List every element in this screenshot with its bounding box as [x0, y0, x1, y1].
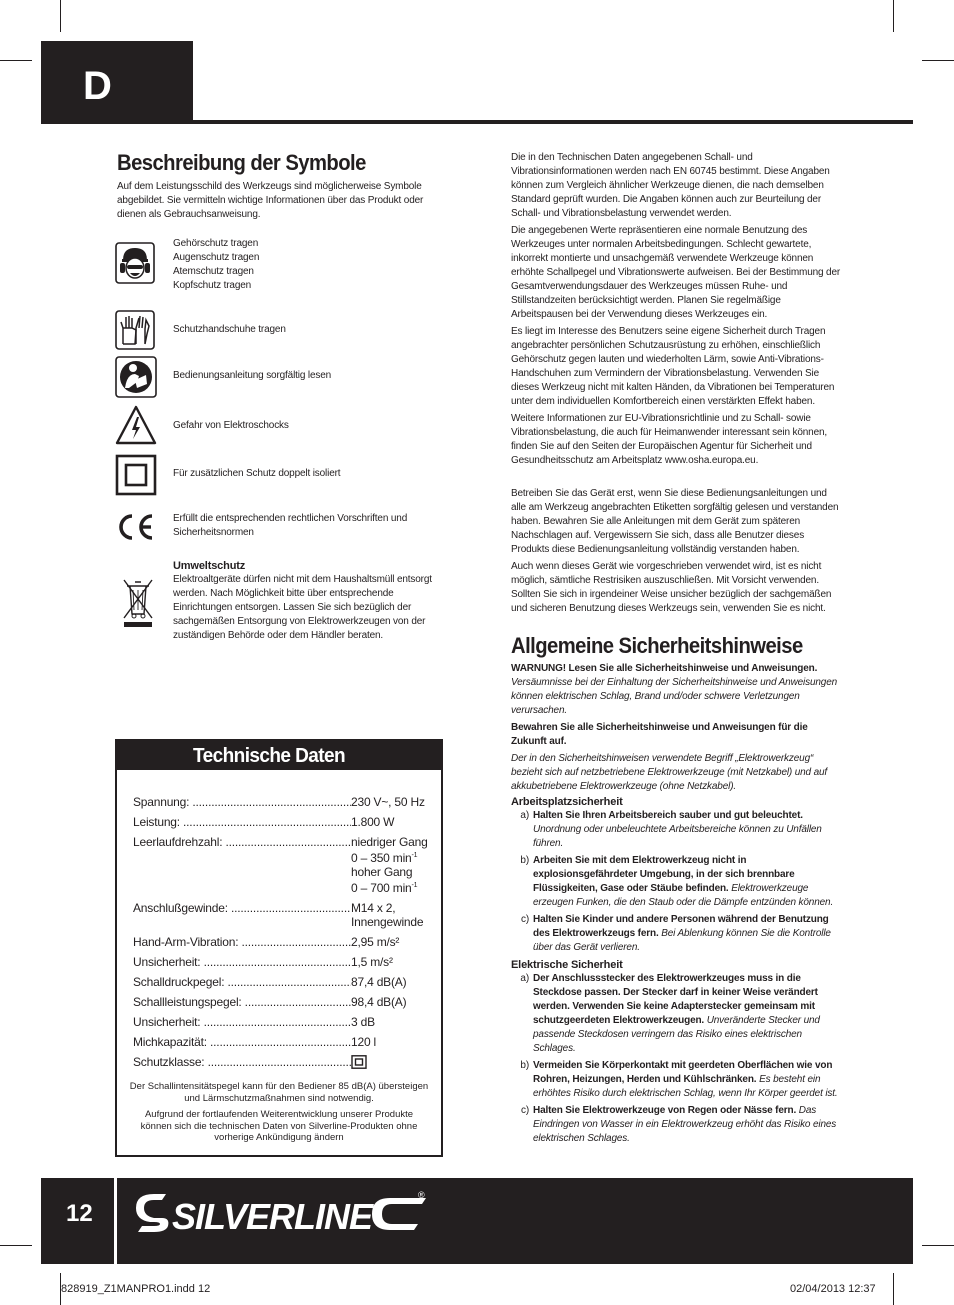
- item-letter: b): [520, 855, 529, 866]
- read-manual-icon: [115, 356, 157, 398]
- tech-data-header: [117, 741, 441, 770]
- item-bold: Halten Sie Elektrowerkzeuge von Regen oder Nässe fern.: [533, 1105, 797, 1116]
- item-italic: Unordnung oder unbeleuchtete Arbeitsbereiche können zu Unfällen führen.: [533, 824, 822, 849]
- item-bold: Der Anschlussstecker des Elektrowerkzeuges muss in die Steckdose passen. Der Stecker darf in keiner Weise verändert werden. Verwenden Sie keine Adapterstecker gemeinsam mit schutzgeerdeten Elektrowerkzeugen.: [533, 973, 818, 1026]
- item-body: [533, 1104, 841, 1146]
- spec-label: Leerlaufdrehzahl: .....: [133, 835, 351, 895]
- spec-label: Spannung: .....: [133, 795, 351, 809]
- environment-block: [173, 559, 435, 643]
- spec-row-vibration: [133, 935, 433, 949]
- safety-block: [511, 662, 841, 1149]
- spec-value: 3 dB: [351, 1015, 375, 1029]
- item-italic: Das Eindringen von Wasser in ein Elektrowerkzeug erhöht das Risiko eines elektrischen Schlages.: [533, 1105, 837, 1144]
- symbol-text-ppe: [173, 237, 443, 293]
- tech-data-box: [115, 739, 443, 1157]
- ce-mark-icon: [115, 511, 157, 543]
- electrical-heading: Elektrische Sicherheit: [511, 959, 623, 971]
- symbol-line: Kopfschutz tragen: [173, 280, 252, 291]
- paragraph: Die angegebenen Werte repräsentieren eine normale Benutzung des Werkzeuges unter normalen Arbeitsbedingungen. Schlecht gewartete, inkorrekt montierte und unsachgemäß verwendete Werkzeuge können erhöhte Schallpegel und Vibrationswerte aufweisen. Bei der Bestimmung der Gesamtverwendungsdauer des Werkzeuges müssen Ruhe- und Stillstandzeiten berücksichtigt werden. Planen Sie regelmäßige Arbeitspausen bei der Verwendung dieses Werkzeuges ein.: [511, 225, 841, 320]
- paragraph: Auch wenn dieses Gerät wie vorgeschrieben verwendet wird, ist es nicht möglich, sämtliche Restrisiken auszuschließen. Mit Vorsicht verwenden. Sollten Sie sich in irgendeiner Weise unsicher bezüglich der sachgemäßen und sicheren Benutzung dieses Werkzeugs sein, verwenden Sie es nicht.: [511, 561, 832, 614]
- spec-value: 120 l: [351, 1035, 377, 1049]
- item-letter: a): [520, 810, 529, 821]
- registered-mark: ®: [418, 1190, 425, 1200]
- spec-value: [351, 901, 433, 929]
- symbol-line: Gehörschutz tragen: [173, 238, 259, 249]
- tech-data-notes: [129, 1081, 429, 1149]
- spec-value-line: Innengewinde: [351, 915, 424, 929]
- spec-value: 98,4 dB(A): [351, 995, 407, 1009]
- spec-row-uncertainty-sound: [133, 1015, 433, 1029]
- keep-instructions: Bewahren Sie alle Sicherheitshinweise und Anweisungen für die Zukunft auf.: [511, 722, 808, 747]
- unit-superscript: -1: [411, 882, 418, 889]
- spec-value-line: [351, 879, 433, 895]
- symbol-text-insulation: Für zusätzlichen Schutz doppelt isoliert: [173, 468, 341, 479]
- item-bold: Arbeiten Sie mit dem Elektrowerkzeug nicht in explosionsgefährdeter Umgebung, in der sich brennbare Flüssigkeiten, Gase oder Stäube befinden.: [533, 855, 795, 894]
- warning-text: WARNUNG! Lesen Sie alle Sicherheitshinweise und Anweisungen.: [511, 663, 818, 674]
- operating-info: [511, 487, 841, 619]
- crop-mark: [922, 1245, 954, 1246]
- item-body: [533, 913, 841, 955]
- spec-label: Michkapazität: .....: [133, 1035, 351, 1049]
- language-tab: [41, 41, 193, 123]
- crop-mark: [60, 0, 61, 32]
- spec-label: Schallleistungspegel: .....: [133, 995, 351, 1009]
- footer-divider: [114, 1178, 117, 1264]
- tech-data-title: Technische Daten: [193, 745, 346, 767]
- slug-date: 02/04/2013 12:37: [790, 1283, 876, 1295]
- spec-row-thread: [133, 901, 433, 929]
- list-item: [511, 1104, 841, 1146]
- spec-row-uncertainty: [133, 955, 433, 969]
- item-body: [533, 972, 841, 1056]
- paragraph: Es liegt im Interesse des Benutzers seine eigene Sicherheit durch Tragen angebrachter persönlichen Schutzausrüstung zu erhöhen, einschließlich Gehörschutz gegen lauten und wiederholten Lärm, sowie Anti-Vibrations-Handschuhen zum Vermindern der Vibrationsbelastung. Verwenden Sie dieses Werkzeug nicht mit kalten Händen, da Vibrationen bei Temperaturen unter dem individuellen Komfortbereich einen verstärkten Effekt haben.: [511, 326, 835, 407]
- symbol-text-gloves: Schutzhandschuhe tragen: [173, 324, 286, 335]
- double-insulation-icon: [115, 454, 157, 496]
- silverline-logo: [132, 1186, 432, 1238]
- speed-low: 0 – 350 min: [351, 851, 412, 865]
- spec-label: Unsicherheit: .....: [133, 955, 351, 969]
- symbol-text-shock: Gefahr von Elektroschocks: [173, 420, 289, 431]
- paragraph: Betreiben Sie das Gerät erst, wenn Sie diese Bedienungsanleitungen und alle am Werkzeug angebrachten Etiketten sorgfältig gelesen und verstanden haben. Bewahren Sie alle Anleitungen mit dem Gerät zum späteren Nachschlagen auf. Vergewissern Sie sich, dass alle Benutzer dieses Produkts diese Bedienungsanleitung vollständig verstanden haben.: [511, 488, 839, 555]
- list-item: [511, 1059, 841, 1101]
- spec-value: [351, 1055, 433, 1072]
- item-body: [533, 854, 841, 910]
- symbols-title: Beschreibung der Symbole: [117, 150, 366, 175]
- item-letter: c): [520, 1105, 529, 1116]
- spec-value: 2,95 m/s²: [351, 935, 400, 949]
- spec-row-sound-pressure: [133, 975, 433, 989]
- symbol-line: Augenschutz tragen: [173, 252, 260, 263]
- spec-value: [351, 835, 433, 895]
- spec-value-line: hoher Gang: [351, 865, 413, 879]
- symbols-intro: Auf dem Leistungsschild des Werkzeugs sind möglicherweise Symbole abgebildet. Sie vermitteln wichtige Informationen über das Produkt oder dienen als Gebrauchsanweisung.: [117, 181, 424, 220]
- spec-change-note: Aufgrund der fortlaufenden Weiterentwicklung unserer Produkte können sich die technischen Daten von Silverline-Produkten ohne vorherige Ankündigung ändern: [140, 1109, 418, 1143]
- spec-value-line: M14 x 2,: [351, 901, 396, 915]
- spec-label: Schalldruckpegel: .....: [133, 975, 351, 989]
- spec-label: Leistung: .....: [133, 815, 351, 829]
- spec-row-voltage: [133, 795, 433, 809]
- spec-value: 1,5 m/s²: [351, 955, 393, 969]
- crossed-bin-icon: [121, 576, 155, 628]
- crop-mark: [0, 60, 32, 61]
- symbol-text-ce: Erfüllt die entsprechenden rechtlichen Vorschriften und Sicherheitsnormen: [173, 513, 408, 538]
- unit-superscript: -1: [411, 852, 418, 859]
- gloves-icon: [115, 310, 155, 350]
- item-letter: b): [520, 1060, 529, 1071]
- crop-mark: [893, 0, 894, 32]
- spec-label: Schutzklasse: .....: [133, 1055, 351, 1072]
- paragraph: Weitere Informationen zur EU-Vibrationsrichtlinie und zu Schall- sowie Vibrationsbelastung, die auch für Heimanwender interessant sein können, finden Sie auf den Seiten der Europäischen Agentur für Sicherheit und Gesundheitsschutz am Arbeitsplatz www.osha.europa.eu.: [511, 413, 828, 466]
- environment-title: Umweltschutz: [173, 560, 246, 572]
- language-letter: D: [83, 64, 112, 108]
- spec-row-speed: [133, 835, 433, 895]
- list-item: [511, 972, 841, 1056]
- item-italic: Unveränderte Stecker und passende Steckdosen verringern das Risiko eines elektrischen Schlages.: [533, 1015, 820, 1054]
- item-body: [533, 1059, 841, 1101]
- crop-mark: [893, 1273, 894, 1305]
- environment-text: Elektroaltgeräte dürfen nicht mit dem Haushaltsmüll entsorgt werden. Nach Möglichkeit bitte über entsprechende Einrichtungen entsorgen. Lassen Sie sich bezüglich der sachgemäßen Entsorgung von Elektrowerkzeugen von der zuständigen Behörde oder dem Händler beraten.: [173, 574, 432, 641]
- crop-mark: [922, 60, 954, 61]
- spec-value-line: [351, 849, 433, 865]
- list-item: [511, 809, 841, 851]
- symbol-text-manual: Bedienungsanleitung sorgfältig lesen: [173, 370, 332, 381]
- spec-row-sound-power: [133, 995, 433, 1009]
- warning-consequence: Versäumnisse bei der Einhaltung der Sicherheitshinweise und Anweisungen können elektrischen Schlag, Brand und/oder schwere Verletzungen verursachen.: [511, 677, 838, 716]
- list-item: [511, 913, 841, 955]
- item-bold: Vermeiden Sie Körperkontakt mit geerdeten Oberflächen wie von Rohren, Heizungen, Herden und Kühlschränken.: [533, 1060, 833, 1085]
- list-item: [511, 854, 841, 910]
- logo-wordmark: SILVERLINE: [172, 1196, 373, 1237]
- header-rule: [41, 120, 913, 124]
- electric-shock-icon: [115, 404, 157, 446]
- spec-row-power: [133, 815, 433, 829]
- speed-high: 0 – 700 min: [351, 881, 412, 895]
- symbol-line: Atemschutz tragen: [173, 266, 254, 277]
- item-italic: Bei Ablenkung können Sie die Kontrolle über das Gerät verlieren.: [533, 928, 831, 953]
- power-tool-definition: Der in den Sicherheitshinweisen verwendete Begriff „Elektrowerkzeug“ bezieht sich auf netzbetriebene Elektrowerkzeuge (mit Netzkabel) und auf akkubetriebene Elektrowerkzeuge (ohne Netzkabel).: [511, 753, 828, 792]
- ppe-head-icon: [115, 242, 155, 284]
- noise-note: Der Schallintensitätspegel kann für den Bediener 85 dB(A) übersteigen und Lärmschutzmaßnahmen sind notwendig.: [129, 1081, 429, 1104]
- item-italic: Elektrowerkzeuge erzeugen Funken, die den Staub oder die Dämpfe entzünden können.: [533, 883, 834, 908]
- item-italic: Es besteht ein erhöhtes Risiko durch elektrischen Schlag, wenn Ihr Körper geerdet ist.: [533, 1074, 838, 1099]
- safety-title: Allgemeine Sicherheitshinweise: [511, 633, 803, 658]
- item-letter: c): [520, 914, 529, 925]
- spec-value: 230 V~, 50 Hz: [351, 795, 425, 809]
- workplace-heading: Arbeitsplatzsicherheit: [511, 796, 623, 808]
- item-body: [533, 809, 841, 851]
- slug-file: 828919_Z1MANPRO1.indd 12: [61, 1283, 211, 1295]
- spec-value-line: niedriger Gang: [351, 835, 428, 849]
- spec-label: Anschlußgewinde: .....: [133, 901, 351, 929]
- spec-list: [133, 795, 433, 1078]
- item-bold: Halten Sie Ihren Arbeitsbereich sauber und gut beleuchtet.: [533, 810, 803, 821]
- vibration-info: [511, 151, 841, 471]
- spec-label: Hand-Arm-Vibration: .....: [133, 935, 351, 949]
- spec-value: 1.800 W: [351, 815, 395, 829]
- item-bold: Halten Sie Kinder und andere Personen während der Benutzung des Elektrowerkzeugs fern.: [533, 914, 829, 939]
- paragraph: Die in den Technischen Daten angegebenen Schall- und Vibrationsinformationen werden nach EN 60745 bestimmt. Diese Angaben können zum Vergleich ähnlicher Werkzeuge dienen, die nach demselben Standard geprüft wurden. Die Angaben können auch zur Beurteilung der Schall- und Vibrationsbelastung verwendet werden.: [511, 152, 830, 219]
- page-number: 12: [66, 1200, 93, 1227]
- spec-row-capacity: [133, 1035, 433, 1049]
- crop-mark: [0, 1245, 32, 1246]
- double-insulation-icon: [351, 1055, 367, 1069]
- spec-label: Unsicherheit: .....: [133, 1015, 351, 1029]
- item-letter: a): [520, 973, 529, 984]
- spec-value: 87,4 dB(A): [351, 975, 407, 989]
- spec-row-protection-class: [133, 1055, 433, 1072]
